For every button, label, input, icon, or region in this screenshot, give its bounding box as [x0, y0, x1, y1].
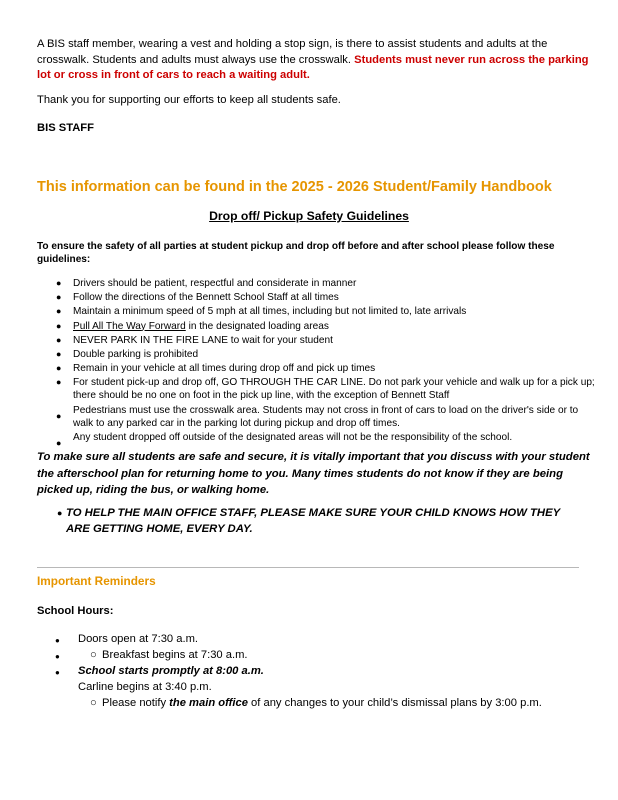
bullet-icon: ● [55, 636, 60, 645]
bullet-icon: ● [56, 363, 62, 374]
bullet-icon: ● [56, 410, 62, 421]
list-item-text: Any student dropped off outside of the designated areas will not be the responsibility of the school. [73, 431, 513, 443]
circle-bullet-icon: ○ [90, 649, 97, 661]
afterschool-plan-note: To make sure all students are safe and secure, it is vitally important that you discuss with your student the afterschool plan for returning home to you. Many times students do not know if they are being picked up, riding the bus, or walking home. [37, 451, 590, 496]
list-item-text: Pedestrians must use the crosswalk area. Students may not cross in front of cars to load on the driver's side or to walk to any parked car in the parking lot during pickup and drop off times. [73, 404, 579, 429]
list-item-text: Remain in your vehicle at all times during drop off and pick up times [73, 363, 376, 375]
school-start-text: School starts promptly at 8:00 a.m. [78, 665, 264, 677]
bullet-icon: ● [56, 334, 62, 345]
guidelines-title: Drop off/ Pickup Safety Guidelines [209, 209, 409, 223]
doors-open-text: Doors open at 7:30 a.m. [78, 633, 199, 645]
thanks-text: Thank you for supporting our efforts to keep all students safe. [37, 94, 341, 106]
circle-bullet-icon: ○ [90, 697, 97, 709]
bullet-icon: ● [56, 348, 62, 359]
school-hours-label: School Hours: [37, 605, 114, 617]
list-item [37, 404, 597, 430]
list-item [37, 320, 597, 333]
guidelines-list [37, 277, 597, 448]
office-note-text: TO HELP THE MAIN OFFICE STAFF, PLEASE MAKE SURE YOUR CHILD KNOWS HOW THEY ARE GETTING HOME, EVERY DAY. [66, 507, 560, 535]
list-item [37, 334, 597, 347]
list-item [37, 362, 597, 375]
notify-suffix: of any changes to your child’s dismissal plans by 3:00 p.m. [247, 697, 542, 709]
bullet-icon: ● [56, 320, 62, 331]
list-item [37, 348, 597, 361]
notify-text [102, 696, 542, 711]
notify-prefix: Please notify [102, 697, 170, 709]
list-item [37, 291, 597, 304]
list-item-text: Maintain a minimum speed of 5 mph at all times, including but not limited to, late arrivals [73, 306, 467, 318]
bullet-icon: ● [56, 278, 62, 288]
breakfast-text: Breakfast begins at 7:30 a.m. [102, 649, 248, 661]
pull-forward-text: Pull All The Way Forward [73, 320, 186, 332]
bullet-icon: ● [56, 292, 62, 303]
list-item-text: Double parking is prohibited [73, 348, 199, 360]
list-item [37, 277, 597, 290]
list-item-text: NEVER PARK IN THE FIRE LANE to wait for your student [73, 334, 333, 346]
crosswalk-paragraph [37, 37, 602, 84]
list-item-text: Drivers should be patient, respectful and considerate in manner [73, 278, 357, 289]
bullet-icon: ● [55, 668, 60, 677]
handbook-heading: This information can be found in the 2025 - 2026 Student/Family Handbook [37, 179, 552, 195]
list-item [37, 431, 597, 448]
list-item-text: in the designated loading areas [188, 320, 329, 332]
list-item-text: Follow the directions of the Bennett School Staff at all times [73, 292, 339, 304]
signature: BIS STAFF [37, 122, 94, 134]
guidelines-lead: To ensure the safety of all parties at student pickup and drop off before and after school please follow these guidelines: [37, 241, 555, 265]
bullet-icon: ● [56, 306, 62, 317]
office-note [57, 506, 567, 537]
list-item [37, 305, 597, 318]
reminders-heading: Important Reminders [37, 574, 156, 588]
hours-list [0, 632, 618, 712]
main-office-text: the main office [169, 697, 248, 709]
bullet-icon: ● [57, 508, 63, 518]
section-divider [37, 567, 579, 568]
bullet-icon: ● [55, 652, 60, 661]
list-item-text: For student pick-up and drop off, GO THROUGH THE CAR LINE. Do not park your vehicle and walk up for a pick up; there should be no one on foot in the pick up line, with the exception of Bennett Staff [73, 377, 595, 402]
crosswalk-warning: Students must never run across the parking lot or cross in front of cars to reach a waiting adult. [37, 53, 589, 81]
crosswalk-text: A BIS staff member, wearing a vest and holding a stop sign, is there to assist students and adults at the crosswalk. Students and adults must always use the crosswalk. [37, 38, 548, 66]
carline-text: Carline begins at 3:40 p.m. [78, 681, 212, 693]
bullet-icon: ● [56, 437, 62, 448]
list-item [37, 376, 597, 402]
bullet-icon: ● [56, 377, 62, 388]
